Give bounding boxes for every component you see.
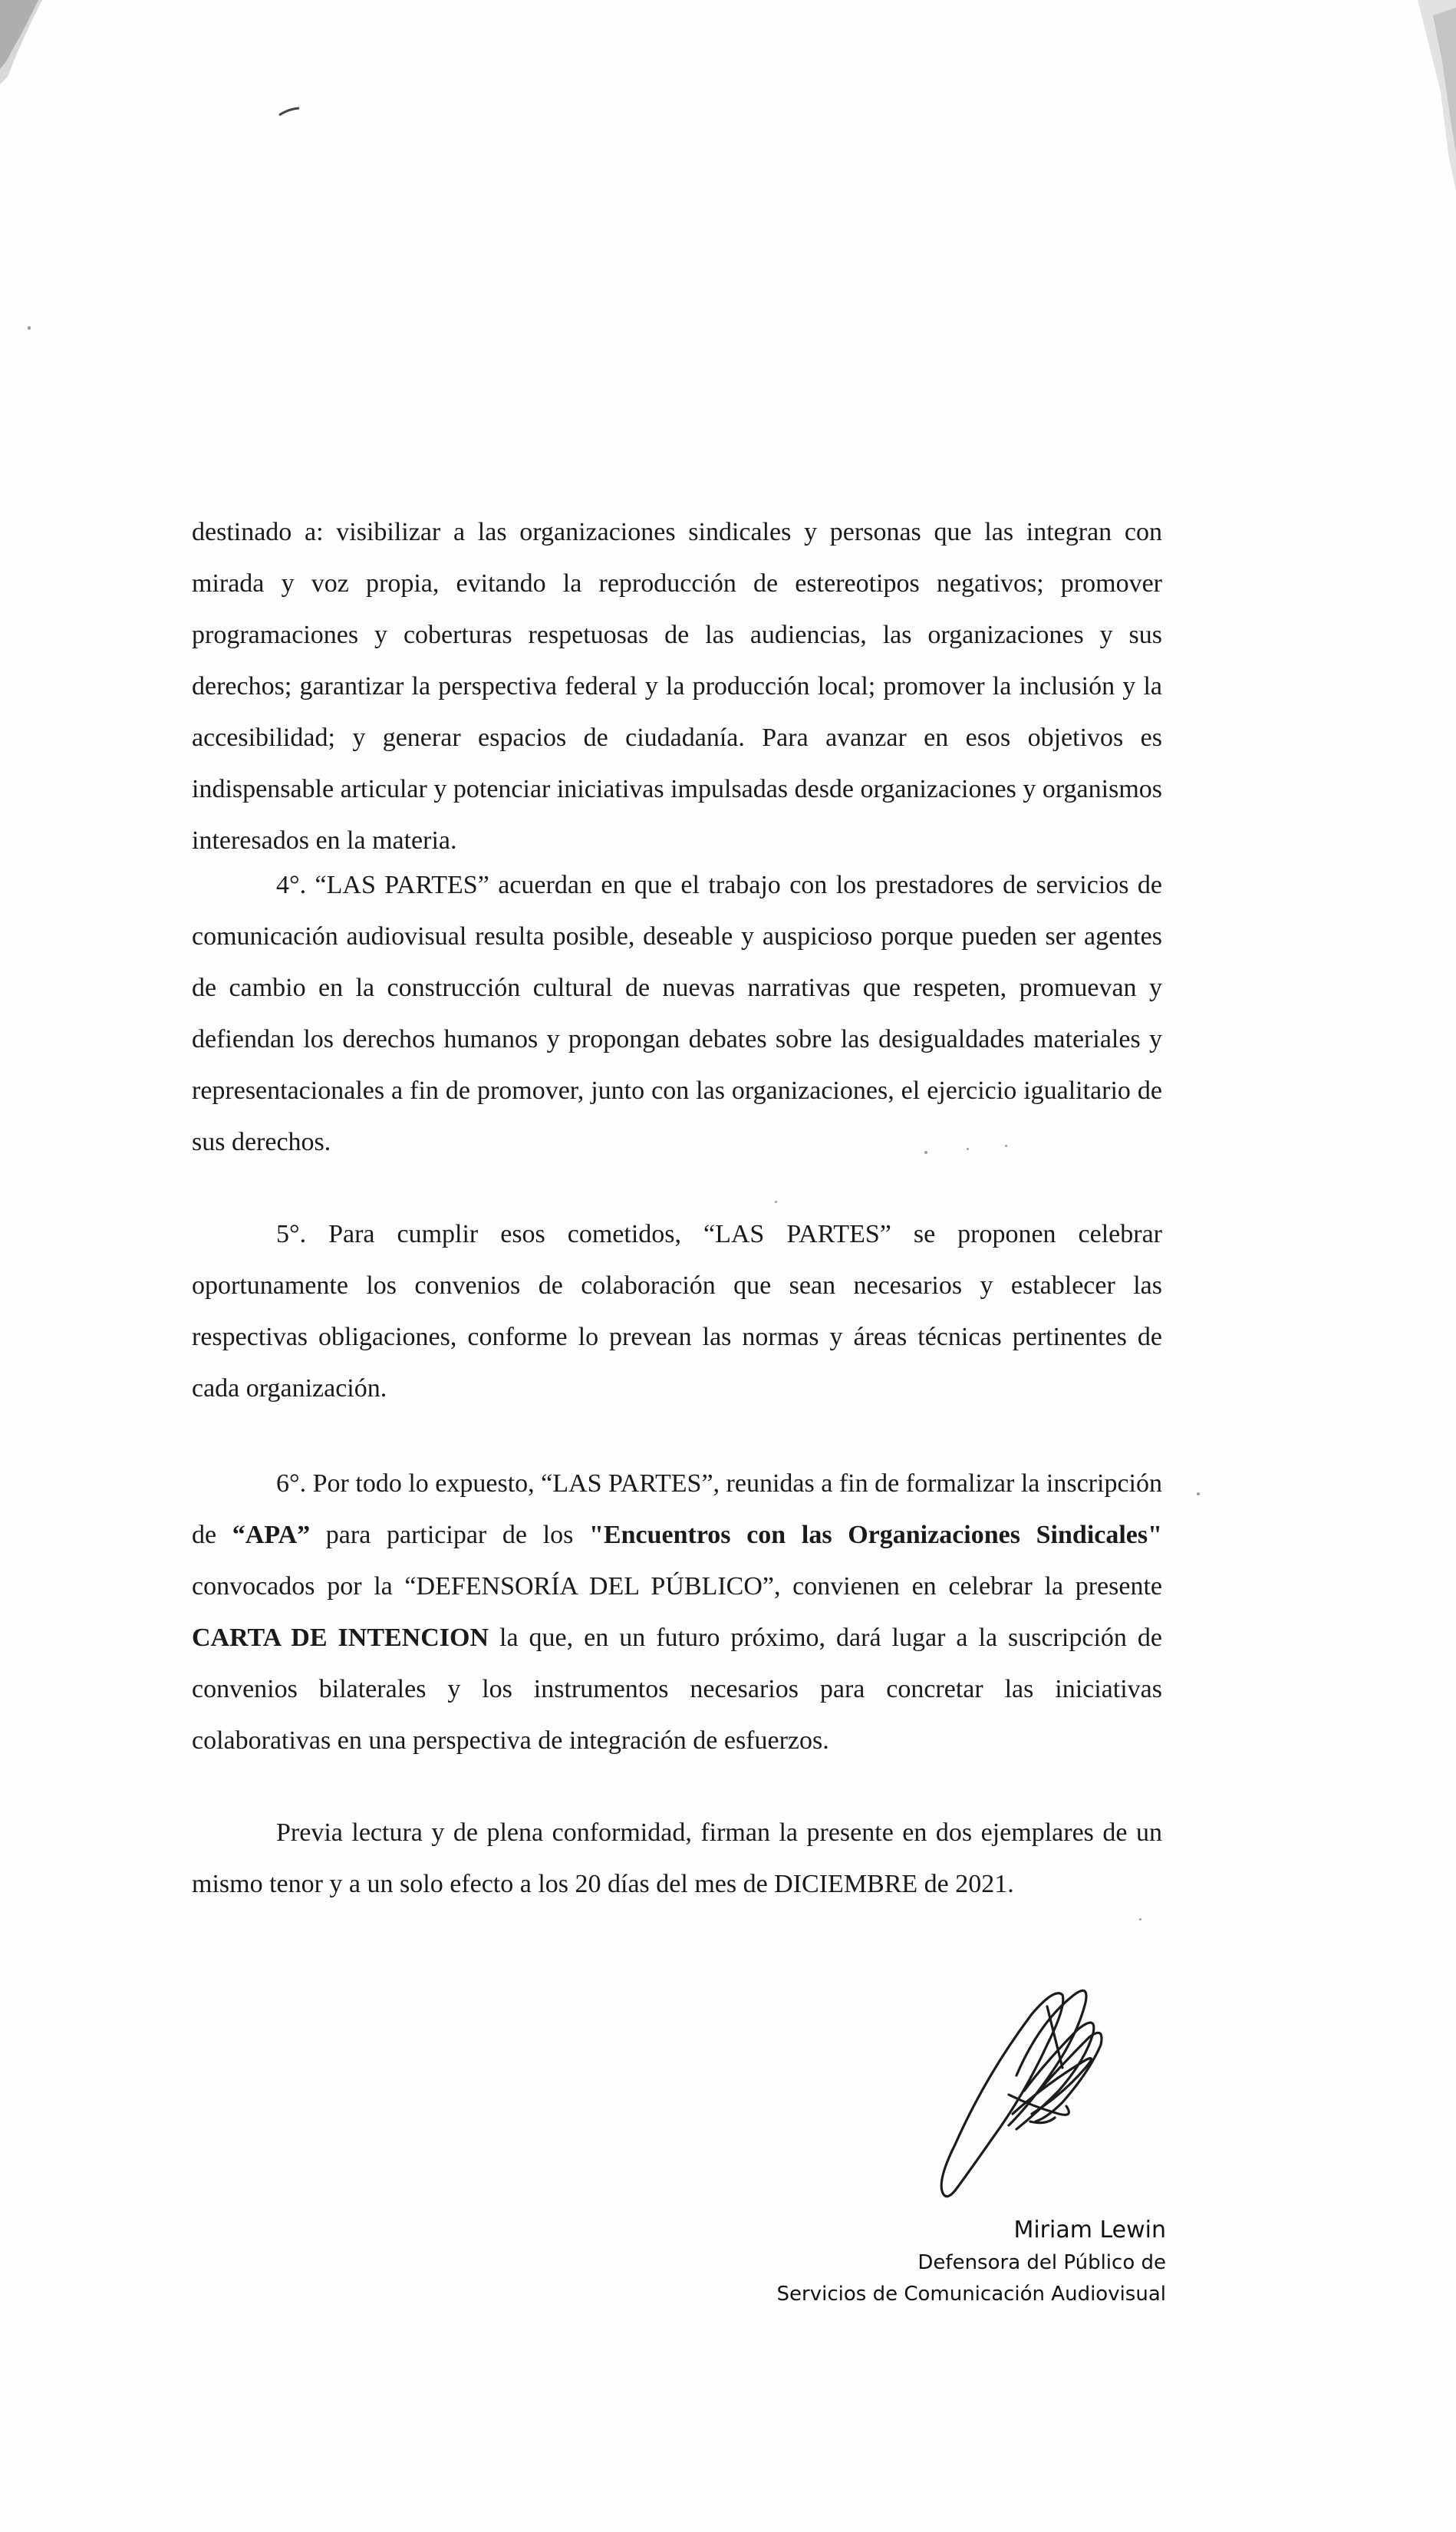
scan-speck xyxy=(924,1151,927,1154)
paragraph-5: 5°. Para cumplir esos cometidos, “LAS PARTES” se proponen celebrar oportunamente los convenios de colaboración que sean necesarios y establecer las respectivas obligaciones, conforme lo prevean las normas y áreas técnicas pertinentes de cada organización. xyxy=(192,1220,1162,1403)
signatory-name: Miriam Lewin xyxy=(1013,2217,1166,2244)
scan-speck xyxy=(1005,1145,1007,1147)
paragraph-6-text: para participar de los xyxy=(310,1521,590,1549)
carta-de-intencion: CARTA DE INTENCION xyxy=(192,1624,489,1652)
scan-speck xyxy=(775,1201,777,1203)
signatory-block xyxy=(777,2214,1166,2310)
scan-edge-artifact-left xyxy=(0,0,46,92)
paragraph-6-text: 6°. Por todo lo expuesto, “LAS PARTES”, reunidas a fin de formalizar la inscripción de xyxy=(192,1469,1162,1549)
encuentros-title: "Encuentros con las Organizaciones Sindicales" xyxy=(589,1521,1163,1549)
scan-speck xyxy=(967,1148,969,1150)
paragraph-3-continuation: destinado a: visibilizar a las organizaciones sindicales y personas que las integran con mirada y voz propia, evitando la reproducción de estereotipos negativos; promover programaciones y coberturas respetuosas de las audiencias, las organizaciones y sus derechos; garantizar la perspectiva federal y la producción local; promover la inclusión y la accesibilidad; y generar espacios de ciudadanía. Para avanzar en esos objetivos es indispensable articular y potenciar iniciativas impulsadas desde organizaciones y organismos interesados en la materia. xyxy=(192,518,1162,855)
paragraph-6 xyxy=(192,1458,1162,1766)
scan-mark xyxy=(278,106,301,118)
paragraph-4: 4°. “LAS PARTES” acuerdan en que el trabajo con los prestadores de servicios de comunicación audiovisual resulta posible, deseable y auspicioso porque pueden ser agentes de cambio en la construcción cultural de nuevas narrativas que respeten, promuevan y defiendan los derechos humanos y propongan debates sobre las desigualdades materiales y representacionales a fin de promover, junto con las organizaciones, el ejercicio igualitario de sus derechos. xyxy=(192,871,1162,1156)
scan-speck xyxy=(1139,1918,1141,1920)
paragraph-6-text: la que, en un futuro próximo, dará lugar a la suscripción de convenios bilaterales y los instrumentos necesarios para concretar las iniciativas colaborativas en una perspectiva de integración de esfuerzos. xyxy=(192,1624,1162,1755)
scan-speck xyxy=(28,326,31,330)
paragraph-6-text: convocados por la “DEFENSORÍA DEL PÚBLICO”, convienen en celebrar la presente xyxy=(192,1572,1162,1601)
scan-speck xyxy=(1197,1492,1200,1495)
scan-edge-artifact-right xyxy=(1410,0,1456,199)
signatory-role-line-2: Servicios de Comunicación Audiovisual xyxy=(776,2283,1166,2306)
signatory-role-line-1: Defensora del Público de xyxy=(917,2251,1166,2274)
apa-name: “APA” xyxy=(232,1521,311,1549)
handwritten-signature-icon xyxy=(932,1960,1132,2206)
closing-paragraph: Previa lectura y de plena conformidad, firman la presente en dos ejemplares de un mismo tenor y a un solo efecto a los 20 días del mes de DICIEMBRE de 2021. xyxy=(192,1818,1162,1898)
